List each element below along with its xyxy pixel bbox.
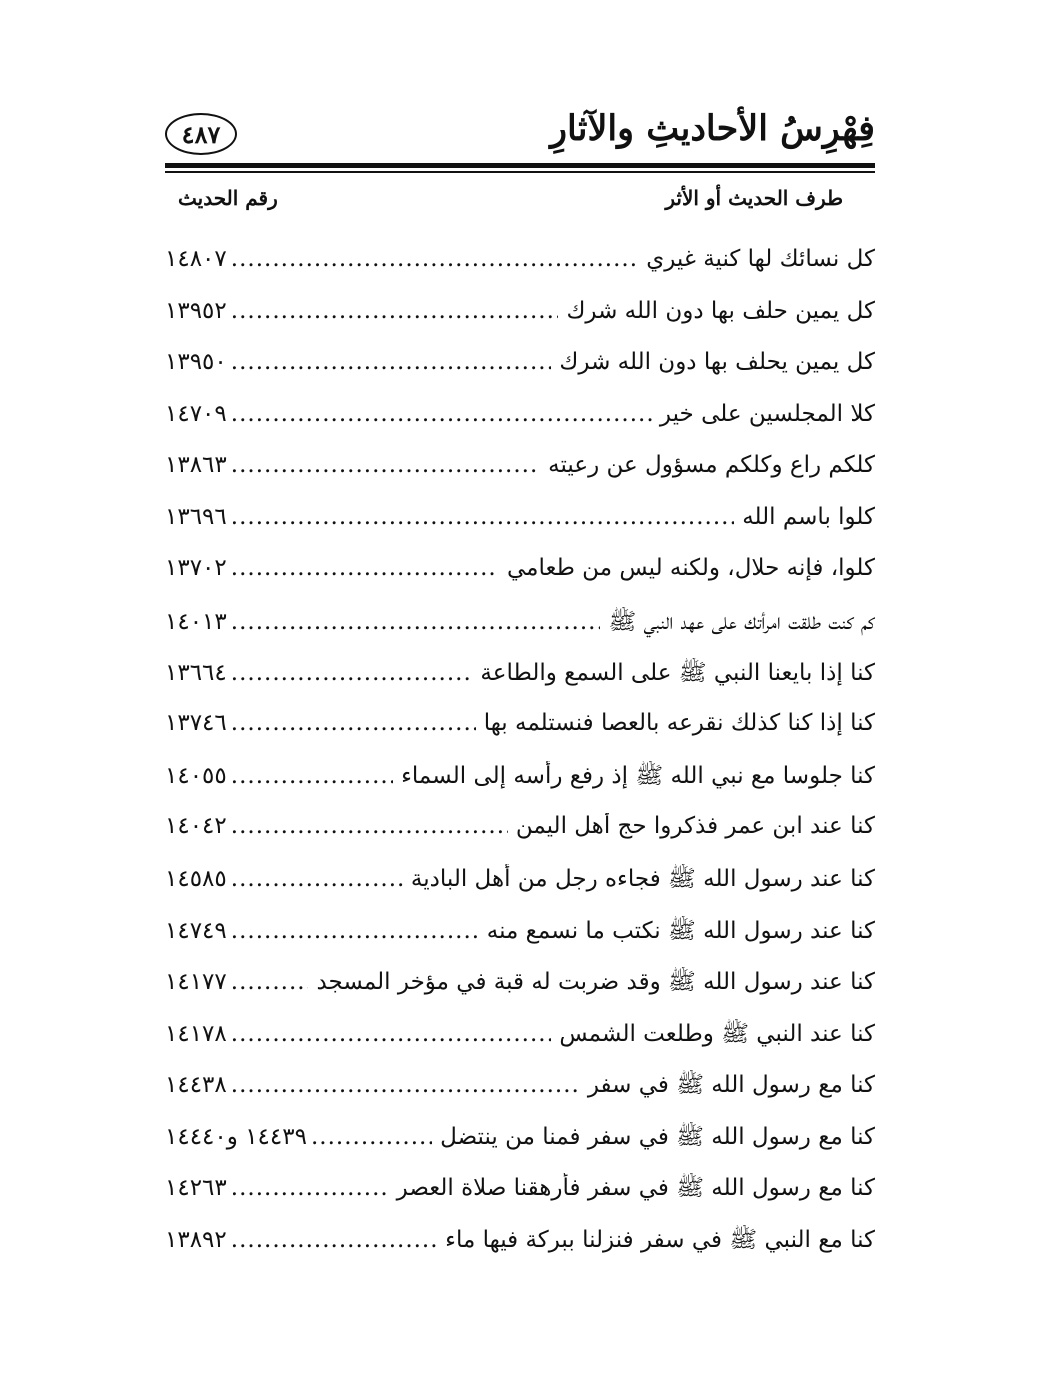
list-item: [165, 504, 875, 556]
entry-text: كنا عند رسول الله ﷺ نكتب ما نسمع منه: [486, 917, 875, 944]
dot-leader: [231, 1227, 437, 1253]
list-item: [165, 864, 875, 916]
dot-leader: [231, 609, 601, 635]
entry-number: ١٤٢٦٣: [165, 1175, 227, 1201]
list-item: [165, 658, 875, 710]
entry-text: كل يمين يحلف بها دون الله شرك: [559, 349, 875, 375]
entry-text: كلوا، فإنه حلال، ولكنه ليس من طعامي: [506, 555, 875, 581]
entry-text: كنا مع رسول الله ﷺ في سفر فأرهقنا صلاة العصر: [396, 1175, 875, 1201]
list-item: [165, 452, 875, 504]
entry-text: كم كنت طلقت امرأتك على عهد النبي ﷺ: [608, 608, 875, 635]
list-item: [165, 1122, 875, 1174]
header-rule-thick: [165, 163, 875, 168]
dot-leader: [231, 246, 638, 272]
dot-leader: [231, 504, 734, 530]
dot-leader: [231, 401, 652, 427]
running-title: فِهْرِسُ الأحاديثِ والآثارِ: [550, 108, 875, 149]
dot-leader: [231, 452, 540, 478]
entry-number: ١٣٨٩٢: [165, 1226, 227, 1253]
page-number: ٤٨٧: [181, 119, 221, 149]
list-item: [165, 967, 875, 1019]
header-rule-thin: [165, 171, 875, 173]
entry-number: ١٤٤٣٨: [165, 1072, 227, 1098]
dot-leader: [231, 969, 309, 995]
dot-leader: [231, 763, 393, 789]
list-item: [165, 555, 875, 607]
entry-number: ١٣٩٥٠: [165, 349, 227, 375]
dot-leader: [231, 298, 559, 324]
entry-number: ١٣٧٠٢: [165, 555, 227, 581]
list-item: [165, 607, 875, 659]
entry-text: كلوا باسم الله: [742, 503, 875, 530]
entry-number: ١٤٤٣٩ و١٤٤٤٠: [165, 1123, 307, 1150]
entry-number: ١٤١٧٨: [165, 1020, 227, 1047]
entry-number: ١٤٠٤٢: [165, 812, 227, 839]
entry-text: كل يمين حلف بها دون الله شرك: [566, 297, 875, 324]
entry-number: ١٤٠٥٥: [165, 763, 227, 789]
dot-leader: [231, 918, 479, 944]
list-item: [165, 246, 875, 298]
dot-leader: [231, 555, 499, 581]
column-header-text: طرف الحديث أو الأثر: [665, 186, 843, 210]
entry-text: كنا عند رسول الله ﷺ فجاءه رجل من أهل البادية: [410, 866, 875, 892]
entry-text: كل نسائك لها كنية غيري: [646, 246, 875, 272]
entry-text: كنا عند النبي ﷺ وطلعت الشمس: [559, 1020, 875, 1047]
entry-text: كنا مع رسول الله ﷺ في سفر: [587, 1072, 875, 1098]
entry-number: ١٣٨٦٣: [165, 452, 227, 478]
entry-number: ١٤١٧٧: [165, 969, 227, 995]
dot-leader: [231, 1175, 389, 1201]
entry-number: ١٣٧٤٦: [165, 709, 227, 736]
dot-leader: [231, 1072, 580, 1098]
entry-number: ١٣٦٦٤: [165, 660, 227, 686]
entry-number: ١٣٦٩٦: [165, 503, 227, 530]
entry-text: كلكم راع وكلكم مسؤول عن رعيته: [548, 452, 875, 478]
entry-text: كنا عند ابن عمر فذكروا حج أهل اليمن: [515, 812, 875, 839]
dot-leader: [231, 813, 508, 839]
entry-text: كنا إذا كنا كذلك نقرعه بالعصا فنستلمه بها: [483, 709, 875, 736]
list-item: [165, 1173, 875, 1225]
entry-text: كنا إذا بايعنا النبي ﷺ على السمع والطاعة: [480, 660, 875, 686]
list-item: [165, 1070, 875, 1122]
list-item: [165, 813, 875, 865]
list-item: [165, 761, 875, 813]
list-item: [165, 298, 875, 350]
hadith-index-list: [165, 246, 875, 1276]
entry-number: ١٤٨٠٧: [165, 246, 227, 272]
list-item: [165, 710, 875, 762]
entry-number: ١٤٧٤٩: [165, 917, 227, 944]
list-item: [165, 916, 875, 968]
entry-number: ١٣٩٥٢: [165, 297, 227, 324]
list-item: [165, 401, 875, 453]
list-item: [165, 1019, 875, 1071]
dot-leader: [231, 710, 476, 736]
dot-leader: [231, 866, 403, 892]
dot-leader: [231, 349, 552, 375]
entry-number: ١٤٧٠٩: [165, 400, 227, 427]
entry-text: كنا جلوسا مع نبي الله ﷺ إذ رفع رأسه إلى السماء: [401, 763, 875, 789]
entry-text: كنا مع النبي ﷺ في سفر فنزلنا ببركة فيها ماء: [445, 1226, 875, 1253]
page-number-badge: [165, 113, 237, 155]
list-item: [165, 1225, 875, 1277]
entry-text: كنا مع رسول الله ﷺ في سفر فمنا من ينتضل: [440, 1123, 875, 1150]
dot-leader: [311, 1124, 432, 1150]
column-header-number: رقم الحديث: [178, 186, 278, 210]
entry-number: ١٤٠١٣: [165, 608, 227, 635]
dot-leader: [231, 1021, 552, 1047]
entry-text: كلا المجلسين على خير: [659, 400, 875, 427]
entry-text: كنا عند رسول الله ﷺ وقد ضربت له قبة في مؤخر المسجد: [316, 969, 875, 995]
entry-number: ١٤٥٨٥: [165, 866, 227, 892]
dot-leader: [231, 660, 473, 686]
list-item: [165, 349, 875, 401]
